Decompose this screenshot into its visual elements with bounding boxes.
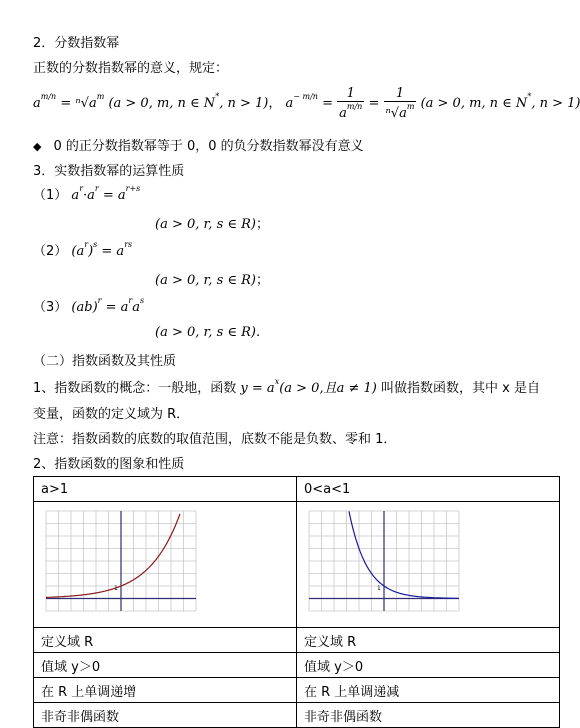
exponential-curve [349, 511, 459, 598]
neg-formula-condition: (a > 0, m, n ∈ N [420, 96, 528, 111]
formula-condition: (a > 0, m, n ∈ N [108, 96, 216, 111]
section2-title: 2．分数指数幂 [33, 36, 120, 51]
formula-equals: = [60, 96, 72, 111]
property-2-label: （2） [33, 244, 68, 259]
graph-cell-decreasing [297, 502, 560, 628]
zero-note-text: 0 的正分数指数幂等于 0，0 的负分数指数幂没有意义 [53, 139, 364, 154]
fraction-2-denominator-exponent: m [406, 102, 415, 111]
exponential-properties-table [33, 476, 560, 728]
fraction-2-numerator: 1 [384, 86, 417, 102]
header-a-between-0-1: 0<a<1 [297, 477, 560, 502]
formula-base: a [33, 96, 41, 111]
decreasing-exponential-graph [304, 507, 464, 623]
property-3-label: （3） [33, 300, 68, 315]
formula-radical: ⁿ√a [75, 96, 97, 111]
neg-formula-condition-end: , n > 1) [531, 96, 580, 111]
neg-formula-equals-2: = [368, 96, 380, 111]
neg-formula-star: * [527, 92, 532, 101]
concept-text-a: 1、指数函数的概念：一般地，函数 [33, 381, 237, 396]
part2-title: （二）指数函数及其性质 [33, 354, 177, 369]
positive-definition: 正数的分数指数幂的意义，规定： [33, 61, 229, 76]
header-a-greater-1: a>1 [34, 477, 297, 502]
property-2-condition: (a > 0, r, s ∈ R)； [155, 273, 270, 288]
domain-cell-right: 定义域 R [297, 628, 560, 653]
exponential-curve [46, 513, 180, 597]
property-1-condition: (a > 0, r, s ∈ R)； [155, 217, 270, 232]
concept-line-1 [33, 377, 540, 396]
fraction-1-numerator: 1 [337, 86, 364, 102]
monotonic-cell-right: 在 R 上单调递减 [297, 678, 560, 703]
property-3-expression: $(ab)^r = a^ra^s$ [71, 296, 145, 315]
diamond-bullet-icon: ◆ [33, 140, 42, 153]
concept-line-2: 变量，函数的定义域为 R． [33, 407, 190, 422]
formula-exponent: m/n [40, 92, 57, 101]
neg-formula-base: a [285, 96, 294, 111]
neg-formula-fraction-2 [384, 86, 417, 121]
parity-cell-right: 非奇非偶函数 [297, 703, 560, 728]
neg-formula-exponent: − m/n [293, 92, 318, 101]
concept-formula: $y = a^x(a > 0$,且a ≠ 1) [240, 377, 377, 396]
formula-radical-exponent: m [96, 92, 105, 101]
fraction-1-denominator: a [339, 106, 347, 121]
property-2 [33, 240, 132, 259]
monotonic-cell-left: 在 R 上单调递增 [34, 678, 297, 703]
neg-formula-equals-1: = [322, 96, 333, 111]
graph-section-title: 2、指数函数的图象和性质 [33, 457, 185, 472]
fraction-1-denominator-exponent: m/n [346, 102, 363, 111]
zero-note [33, 135, 364, 154]
range-cell-right: 值域 y＞0 [297, 653, 560, 678]
property-1 [33, 184, 140, 203]
section3-title: 3．实数指数幂的运算性质 [33, 164, 185, 179]
fraction-2-denominator: ⁿ√a [385, 106, 407, 121]
graph-cell-increasing [34, 502, 297, 628]
tick-label-one: 1 [114, 584, 118, 592]
increasing-exponential-graph [41, 507, 201, 623]
neg-formula-fraction-1 [337, 86, 364, 121]
property-3 [33, 296, 144, 315]
parity-cell-left: 非奇非偶函数 [34, 703, 297, 728]
property-1-label: （1） [33, 188, 68, 203]
formula-condition-end: , n > 1) [219, 96, 269, 111]
property-1-expression: $a^r\cdot a^r = a^{r+s}$ [71, 184, 141, 203]
range-cell-left: 值域 y＞0 [34, 653, 297, 678]
property-3-condition: (a > 0, r, s ∈ R). [155, 325, 261, 340]
concept-text-b: 叫做指数函数，其中 x 是自 [380, 381, 540, 396]
fraction-exponent-formula [33, 86, 580, 121]
tick-label-one: 1 [377, 584, 381, 592]
formula-separator: ， [268, 96, 282, 111]
domain-cell-left: 定义域 R [34, 628, 297, 653]
formula-star: * [215, 92, 220, 101]
property-2-expression: $(a^r)^s = a^{rs}$ [71, 240, 133, 259]
base-note: 注意：指数函数的底数的取值范围，底数不能是负数、零和 1． [33, 432, 397, 447]
